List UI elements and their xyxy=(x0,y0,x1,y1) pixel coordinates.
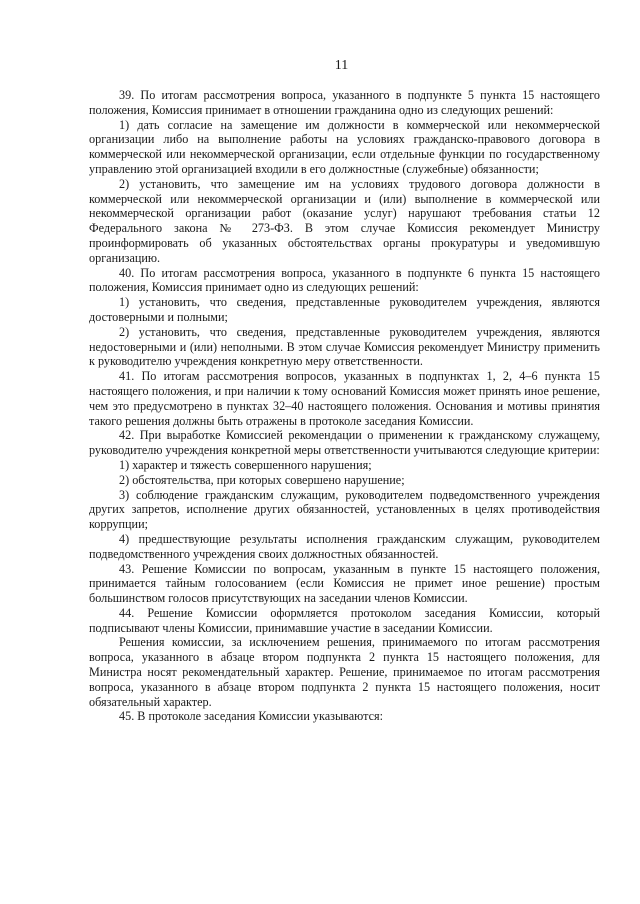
paragraph-39-item-2: 2) установить, что замещение им на условиях трудового договора должности в коммерческой или некоммерческой организации и (или) выполнение в коммерческой или некоммерческой организации работ (оказание услуг) нарушают требования статьи 12 Федерального закона № 273-ФЗ. В этом случае Комиссия рекомендует Министру проинформировать об указанных обстоятельствах органы прокуратуры и уведомившую организацию. xyxy=(89,176,600,265)
paragraph-41: 41. По итогам рассмотрения вопросов, указанных в подпунктах 1, 2, 4–6 пункта 15 настоящего положения, и при наличии к тому оснований Комиссия может принять иное решение, чем это предусмотрено в пунктах 32–40 настоящего положения. Основания и мотивы принятия такого решения должны быть отражены в протоколе заседания Комиссии. xyxy=(89,369,600,428)
paragraph-39-item-1: 1) дать согласие на замещение им должности в коммерческой или некоммерческой организации либо на выполнение работы на условиях гражданско-правового договора в коммерческой или некоммерческой организации, если отдельные функции по государственному управлению этой организацией входили в его должностные (служебные) обязанности; xyxy=(89,117,600,176)
document-body xyxy=(89,88,600,724)
page-number: 11 xyxy=(334,58,349,73)
paragraph-43: 43. Решение Комиссии по вопросам, указанным в пункте 15 настоящего положения, принимается тайным голосованием (если Комиссия не примет иное решение) простым большинством голосов присутствующих на заседании членов Комиссии. xyxy=(89,561,600,606)
paragraph-45: 45. В протоколе заседания Комиссии указываются: xyxy=(119,709,383,724)
paragraph-42-item-2: 2) обстоятельства, при которых совершено нарушение; xyxy=(119,472,405,487)
paragraph-44: 44. Решение Комиссии оформляется протоколом заседания Комиссии, который подписывают члены Комиссии, принимавшие участие в заседании Комиссии. xyxy=(89,605,600,635)
paragraph-40-item-1: 1) установить, что сведения, представленные руководителем учреждения, являются достоверными и полными; xyxy=(89,295,600,324)
paragraph-44-continuation: Решения комиссии, за исключением решения, принимаемого по итогам рассмотрения вопроса, указанного в абзаце втором подпункта 2 пункта 15 настоящего положения, для Министра носят рекомендательный характер. Решение, принимаемое по итогам рассмотрения вопроса, указанного в абзаце втором подпункта 2 пункта 15 настоящего положения, носит обязательный характер. xyxy=(89,635,600,709)
paragraph-42-item-4: 4) предшествующие результаты исполнения гражданским служащим, руководителем подведомственного учреждения своих должностных обязанностей. xyxy=(89,531,600,561)
paragraph-39: 39. По итогам рассмотрения вопроса, указанного в подпункте 5 пункта 15 настоящего положения, Комиссия принимает в отношении гражданина одно из следующих решений: xyxy=(89,88,600,117)
paragraph-42-item-3: 3) соблюдение гражданским служащим, руководителем подведомственного учреждения других запретов, исполнение других обязанностей, установленных в целях противодействия коррупции; xyxy=(89,487,600,532)
paragraph-40: 40. По итогам рассмотрения вопроса, указанного в подпункте 6 пункта 15 настоящего положения, Комиссия принимает одно из следующих решений: xyxy=(89,265,600,295)
paragraph-40-item-2: 2) установить, что сведения, представленные руководителем учреждения, являются недостоверными и (или) неполными. В этом случае Комиссия рекомендует Министру применить к руководителю учреждения конкретную меру ответственности. xyxy=(89,324,600,369)
paragraph-42: 42. При выработке Комиссией рекомендации о применении к гражданскому служащему, руководителю учреждения конкретной меры ответственности учитываются следующие критерии: xyxy=(89,428,600,458)
paragraph-42-item-1: 1) характер и тяжесть совершенного нарушения; xyxy=(119,457,372,472)
